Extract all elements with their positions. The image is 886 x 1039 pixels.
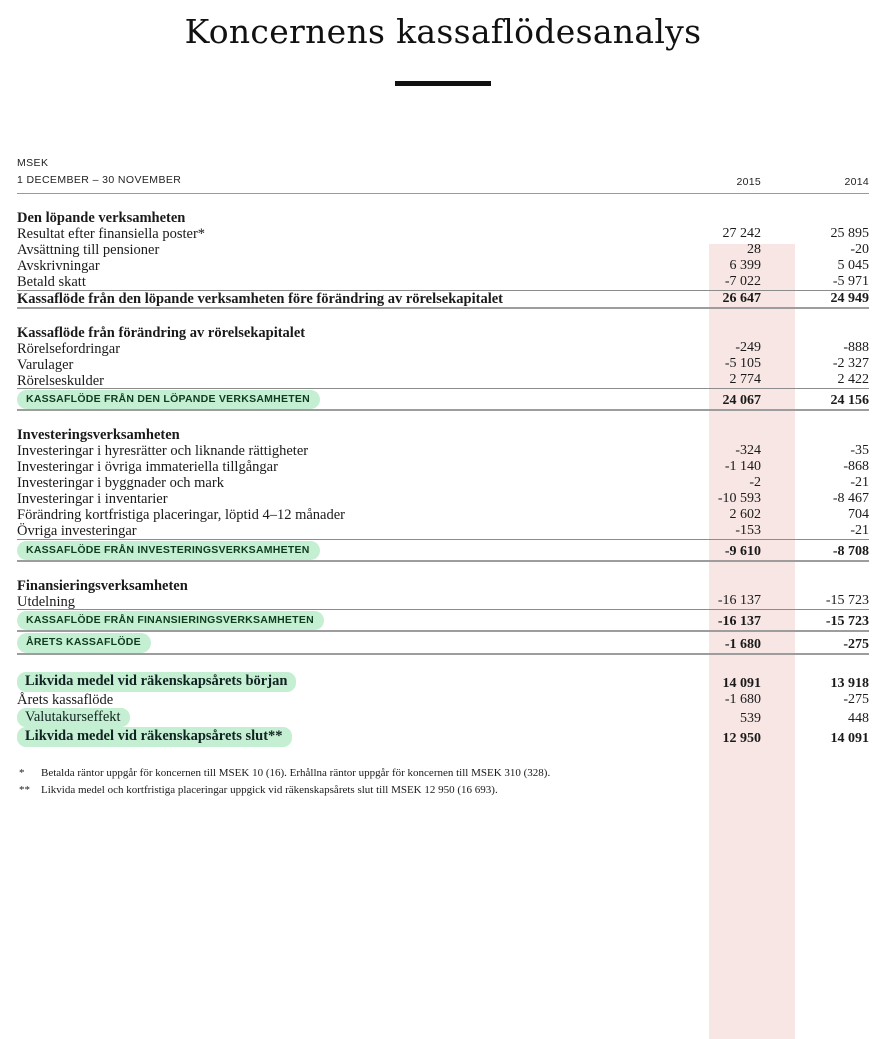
row-label: Investeringar i inventarier <box>17 491 168 508</box>
liquidity-row-value-2014: 13 918 <box>830 675 869 691</box>
row-label: Investeringar i byggnader och mark <box>17 475 224 492</box>
spacer-cell <box>651 308 761 326</box>
spacer-cell <box>651 410 761 428</box>
row-value-2014: -5 971 <box>832 273 869 289</box>
section-total-pill: KASSAFLÖDE FRÅN DEN LÖPANDE VERKSAMHETEN <box>17 390 320 409</box>
row-value-2014: -20 <box>850 241 869 257</box>
section-heading-blank-2014 <box>761 326 869 341</box>
row-value-2014: 25 895 <box>830 225 869 241</box>
row-label: Rörelsefordringar <box>17 340 121 357</box>
row-label: Betald skatt <box>17 274 86 291</box>
row-label: Utdelning <box>17 593 75 610</box>
grand-total-value-2015: -1 680 <box>651 631 761 653</box>
row-value-2015: -1 140 <box>724 458 761 474</box>
row-value-2015: -16 137 <box>717 593 761 609</box>
row-value-2014: -888 <box>843 340 869 356</box>
grand-total-label <box>17 631 651 653</box>
section-heading-blank-2015 <box>651 428 761 443</box>
footnote-text: Betalda räntor uppgår för koncernen till MSEK 10 (16). Erhållna räntor uppgår för koncernen till MSEK 310 (328). <box>41 767 551 780</box>
row-value-2014: -2 327 <box>832 356 869 372</box>
spacer-cell <box>17 561 651 579</box>
row-value-2015: -10 593 <box>717 490 761 506</box>
section-total-label <box>17 539 651 561</box>
section-heading: Investeringsverksamheten <box>17 427 180 444</box>
title-block <box>0 0 886 86</box>
row-value-2014: 704 <box>848 506 869 522</box>
row-value-2015: -2 <box>749 474 761 490</box>
row-value-2015: -153 <box>735 522 761 538</box>
section-total-value-2015: -9 610 <box>651 539 761 561</box>
section-heading-blank-2014 <box>761 579 869 594</box>
row-value-2014: -868 <box>843 458 869 474</box>
footnote-marker: * <box>19 767 25 780</box>
footnote-marker: ** <box>19 784 30 797</box>
section-total-label <box>17 389 651 411</box>
liquidity-row-highlight: Likvida medel vid räkenskapsårets början <box>17 672 296 692</box>
section-total-value-2015: -16 137 <box>651 610 761 632</box>
liquidity-row-value-2015: -1 680 <box>724 691 761 707</box>
liquidity-row-value-2015: 12 950 <box>722 731 761 747</box>
spacer-cell <box>651 194 761 212</box>
section-total-value-2014: 24 156 <box>761 389 869 411</box>
section-heading-blank-2014 <box>761 428 869 443</box>
section-heading: Finansieringsverksamheten <box>17 577 188 594</box>
row-label: Resultat efter finansiella poster* <box>17 226 206 243</box>
liquidity-row-label <box>17 672 651 692</box>
spacer-cell <box>17 194 651 212</box>
liquidity-row-label: Årets kassaflöde <box>17 692 114 709</box>
footnote-row <box>17 782 869 799</box>
section-heading-blank-2015 <box>651 326 761 341</box>
row-value-2015: 28 <box>747 241 761 257</box>
row-value-2015: 27 242 <box>722 225 761 241</box>
section-total-pill: KASSAFLÖDE FRÅN INVESTERINGSVERKSAMHETEN <box>17 541 320 560</box>
footnotes <box>17 765 869 799</box>
liquidity-row-value-2014: 448 <box>848 711 869 727</box>
section-heading-blank-2015 <box>651 579 761 594</box>
subtotal-value-2015: 26 647 <box>651 290 761 308</box>
row-label: Investeringar i hyresrätter och liknande rättigheter <box>17 443 309 460</box>
spacer-cell <box>651 654 761 672</box>
spacer-cell <box>651 561 761 579</box>
section-total-value-2014: -8 708 <box>761 539 869 561</box>
row-value-2014: 5 045 <box>837 257 869 273</box>
row-value-2015: -324 <box>735 442 761 458</box>
row-value-2015: 2 774 <box>729 372 761 388</box>
liquidity-row-value-2015: 539 <box>740 711 761 727</box>
section-total-value-2015: 24 067 <box>651 389 761 411</box>
row-value-2014: -35 <box>850 442 869 458</box>
table-header-labels <box>17 151 651 194</box>
row-label: Varulager <box>17 356 74 373</box>
row-label: Förändring kortfristiga placeringar, löptid 4–12 månader <box>17 507 345 524</box>
unit-label: MSEK <box>17 156 49 169</box>
spacer-cell <box>17 654 651 672</box>
liquidity-row-highlight: Likvida medel vid räkenskapsårets slut** <box>17 727 292 747</box>
spacer-cell <box>761 194 869 212</box>
row-value-2015: -5 105 <box>724 356 761 372</box>
subtotal-value-2014: 24 949 <box>761 290 869 308</box>
liquidity-row-highlight: Valutakurseffekt <box>17 708 130 728</box>
row-label: Rörelseskulder <box>17 372 104 389</box>
page-title: Koncernens kassaflödesanalys <box>184 12 702 51</box>
row-value-2014: 2 422 <box>837 372 869 388</box>
row-label: Övriga investeringar <box>17 523 137 540</box>
liquidity-row-value-2014: 14 091 <box>830 731 869 747</box>
row-label: Investeringar i övriga immateriella tillgångar <box>17 459 278 476</box>
liquidity-row-value-2014: -275 <box>843 691 869 707</box>
row-value-2014: -21 <box>850 474 869 490</box>
section-heading: Kassaflöde från förändring av rörelsekapitalet <box>17 324 306 341</box>
row-value-2015: 6 399 <box>729 257 761 273</box>
table-wrap <box>17 86 869 748</box>
row-value-2014: -15 723 <box>825 593 869 609</box>
footnote-text: Likvida medel och kortfristiga placeringar uppgick vid räkenskapsårets slut till MSEK 12 950 (16 693). <box>41 784 498 797</box>
spacer-cell <box>17 410 651 428</box>
spacer-cell <box>761 410 869 428</box>
section-heading-blank-2014 <box>761 211 869 226</box>
liquidity-row-label <box>17 708 651 728</box>
section-total-label <box>17 610 651 632</box>
section-total-pill: KASSAFLÖDE FRÅN FINANSIERINGSVERKSAMHETEN <box>17 611 324 630</box>
row-value-2015: -7 022 <box>724 273 761 289</box>
section-heading: Den löpande verksamheten <box>17 210 186 227</box>
period-label: 1 DECEMBER – 30 NOVEMBER <box>17 173 182 186</box>
row-value-2015: -249 <box>735 340 761 356</box>
grand-total-pill: ÅRETS KASSAFLÖDE <box>17 633 151 652</box>
liquidity-row-label <box>17 727 651 747</box>
section-total-value-2014: -15 723 <box>761 610 869 632</box>
row-value-2014: -8 467 <box>832 490 869 506</box>
section-heading-blank-2015 <box>651 211 761 226</box>
spacer-cell <box>17 308 651 326</box>
column-header-2015: 2015 <box>736 176 761 189</box>
cash-flow-table-body <box>17 151 869 748</box>
row-value-2015: 2 602 <box>729 506 761 522</box>
column-header-2014: 2014 <box>844 176 869 189</box>
footnote-row <box>17 765 869 782</box>
spacer-cell <box>761 561 869 579</box>
spacer-cell <box>761 308 869 326</box>
row-label: Avsättning till pensioner <box>17 242 160 259</box>
row-label: Avskrivningar <box>17 258 100 275</box>
spacer-cell <box>761 654 869 672</box>
row-value-2014: -21 <box>850 522 869 538</box>
grand-total-value-2014: -275 <box>761 631 869 653</box>
subtotal-label: Kassaflöde från den löpande verksamheten före förändring av rörelsekapitalet <box>17 290 651 308</box>
liquidity-row-value-2015: 14 091 <box>722 675 761 691</box>
cash-flow-table <box>17 151 869 748</box>
